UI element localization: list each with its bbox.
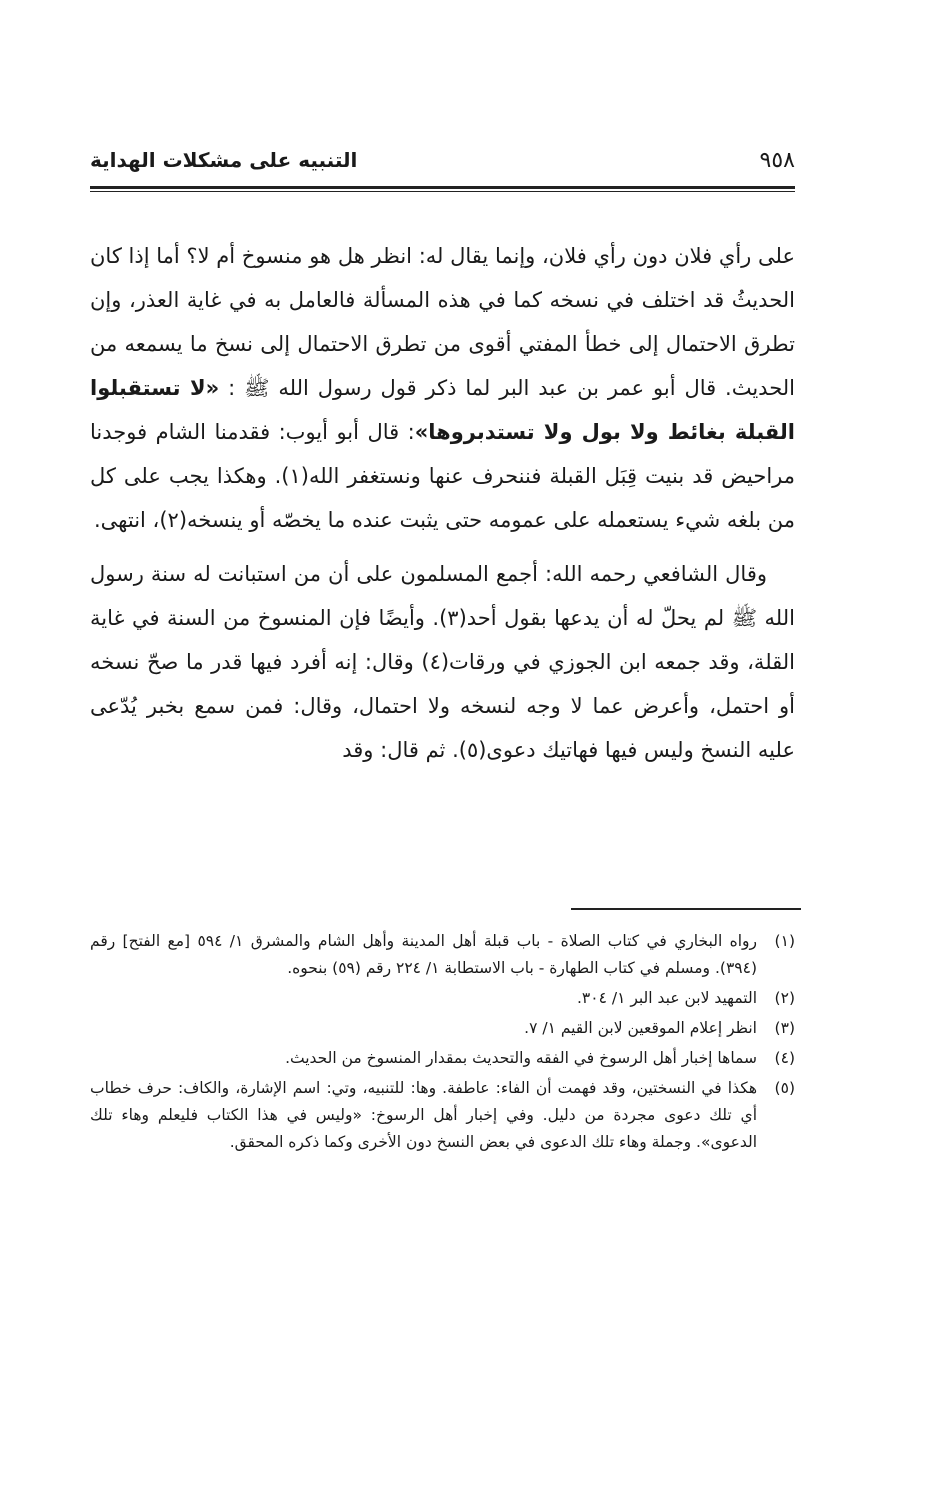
footnote-2 [90,985,795,1012]
footnote-4 [90,1045,795,1072]
footnote-text: هكذا في النسختين، وقد فهمت أن الفاء: عاطفة. وها: للتنبيه، وتي: اسم الإشارة، والكاف: حرف خطاب أي تلك دعوى مجردة من دليل. وفي إخبار أهل الرسوخ: «وليس في هذا الكتاب فليعلم وهاء تلك الدعوى». وجملة وهاء تلك الدعوى في بعض النسخ دون الأخرى وكما ذكره المحقق. [90,1079,757,1151]
footnote-number: (٥) [774,1079,795,1097]
footnote-3 [90,1015,795,1042]
paragraph-1-part-2: : قال أبو أيوب: فقدمنا الشام فوجدنا مراحيض قد بنيت قِبَل القبلة فننحرف عنها ونستغفر الله(١). وهكذا يجب على كل من بلغه شيء يستعمله على عمومه حتى يثبت عنده ما يخصّه أو ينسخه(٢)، انتهى. [90,420,795,532]
running-title: التنبيه على مشكلات الهداية [90,148,358,172]
paragraph-1 [90,234,795,542]
paragraph-2: وقال الشافعي رحمه الله: أجمع المسلمون على أن من استبانت له سنة رسول الله ﷺ لم يحلّ له أن يدعها بقول أحد(٣). وأيضًا فإن المنسوخ من السنة في غاية القلة، وقد جمعه ابن الجوزي في ورقات(٤) وقال: إنه أفرد فيها قدر ما صحّ نسخه أو احتمل، وأعرض عما لا وجه لنسخه ولا احتمال، وقال: فمن سمع بخبر يُدّعى عليه النسخ وليس فيها فهاتيك دعوى(٥). ثم قال: وقد [90,562,795,762]
paragraph-1-part-1: على رأي فلان دون رأي فلان، وإنما يقال له: انظر هل هو منسوخ أم لا؟ أما إذا كان الحديثُ قد اختلف في نسخه كما في هذه المسألة فالعامل به في غاية العذر، وإن تطرق الاحتمال إلى خطأ المفتي أقوى من تطرق الاحتمال إلى نسخ ما يسمعه من الحديث. قال أبو عمر بن عبد البر لما ذكر قول رسول الله ﷺ : [90,244,795,400]
page-header [90,148,795,184]
footnote-separator [571,908,801,910]
header-rule-thin [90,191,795,192]
hadith-quote: «لا تستقبلوا القبلة بغائط ولا بول ولا تستدبروها» [90,376,795,444]
footnote-text: سماها إخبار أهل الرسوخ في الفقه والتحديث بمقدار المنسوخ من الحديث. [285,1049,757,1067]
footnote-number: (٢) [774,989,795,1007]
footnote-text: التمهيد لابن عبد البر ١/ ٣٠٤. [576,989,757,1007]
footnote-text: رواه البخاري في كتاب الصلاة - باب قبلة أهل المدينة وأهل الشام والمشرق ١/ ٥٩٤ [مع الفتح] رقم (٣٩٤). ومسلم في كتاب الطهارة - باب الاستطابة ١/ ٢٢٤ رقم (٥٩) بنحوه. [90,932,757,977]
main-text [90,234,795,772]
footnote-5 [90,1075,795,1156]
page-number: ٩٥٨ [759,148,795,173]
header-rule-thick [90,186,795,189]
footnote-1 [90,928,795,982]
footnote-number: (٤) [774,1049,795,1067]
footnote-number: (١) [774,932,795,950]
footnote-number: (٣) [774,1019,795,1037]
footnotes [90,928,795,1159]
footnote-text: انظر إعلام الموقعين لابن القيم ١/ ٧. [524,1019,757,1037]
